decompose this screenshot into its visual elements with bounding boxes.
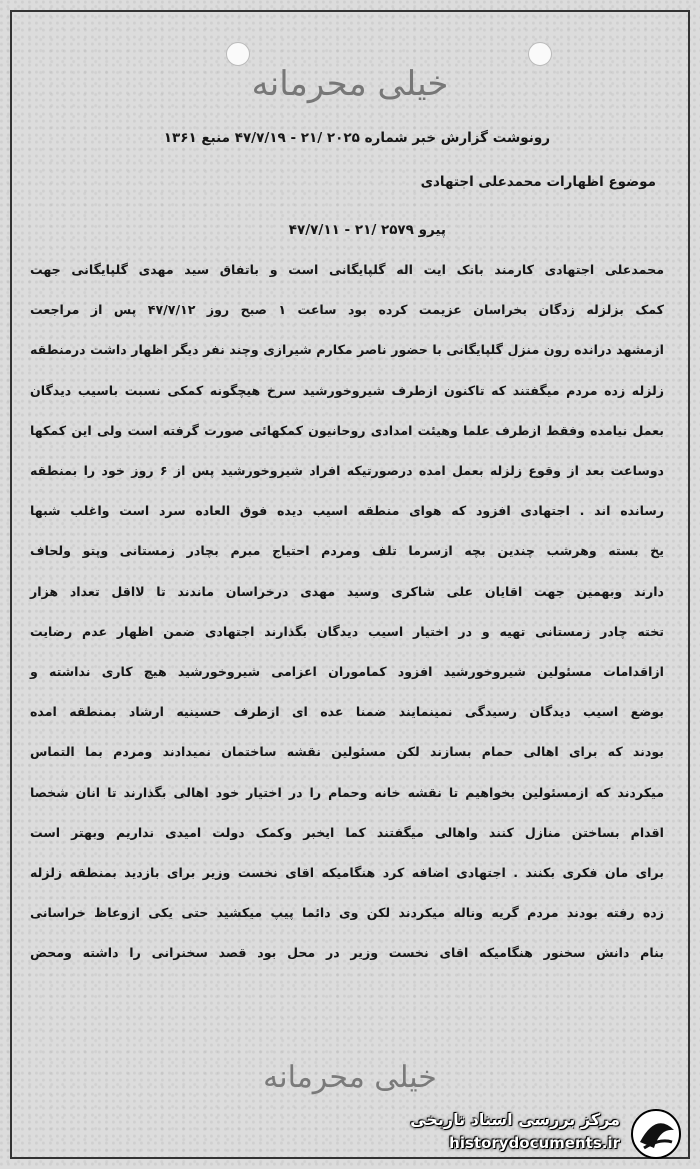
reference-line: پیرو ۲۵۷۹ /۲۱ - ۴۷/۷/۱۱ (288, 222, 446, 238)
body-line: ازمشهد درانده رون منزل گلپایگانی با حضور ناصر مکارم شیرازی وچند نفر دیگر اظهار داشت درمنطقه (30, 342, 664, 358)
report-number-line: رونوشت گزارش خبر شماره ۲۰۲۵ /۲۱ - ۴۷/۷/۱۹ منبع ۱۳۶۱ (163, 130, 550, 146)
subject-line: موضوع اظهارات محمدعلی اجتهادی (420, 174, 656, 190)
body-line: تخته چادر زمستانی تهیه و در اختیار اسیب دیدگان بگذارند اجتهادی ضمن اظهار عدم رضایت (30, 623, 664, 639)
body-line: بعمل نیامده وفقط ازطرف علما وهیئت امدادی روحانیون کمکهائی صورت گرفته است ولی این کمکها (30, 422, 664, 438)
archive-watermark (392, 1108, 682, 1158)
classification-stamp-top: خیلی محرمانه (251, 64, 449, 104)
body-line: بودند که برای اهالی حمام بسازند لکن مسئولین نقشه ساختمان نمیدادند ومردم بما التماس (30, 744, 664, 760)
punch-hole-right (528, 42, 552, 66)
body-line: ازاقدامات مسئولین شیروخورشید افزود کماموران اعزامی شیروخورشید هیچ کاری نداشته و (30, 664, 664, 679)
body-line: کمک بزلزله زدگان بخراسان عزیمت کرده بود ساعت ۱ صبح روز ۴۷/۷/۱۲ پس از مراجعت (30, 302, 664, 318)
body-line: دوساعت بعد از وقوع زلزله بعمل امده درصورتیکه افراد شیروخورشید پس از ۶ روز خود را بمنطقه (30, 463, 664, 478)
body-line: محمدعلی اجتهادی کارمند بانک ایت اله گلپایگانی است و باتفاق سید مهدی گلپایگانی جهت (30, 262, 664, 277)
archive-logo-icon (630, 1108, 682, 1160)
body-line: اقدام بساختن منازل کنند واهالی میگفتند کما ایخبر وکمک دولت امیدی نداریم وبهتر است (30, 824, 664, 840)
classification-stamp-bottom: خیلی محرمانه (263, 1060, 437, 1095)
body-line: بنام دانش سخنور هنگامیکه اقای نخست وزیر در محل بود قصد سخنرانی را داشته ومحض (30, 945, 664, 961)
archive-name: مرکز بررسی اسناد تاریخی (410, 1110, 620, 1129)
punch-hole-left (226, 42, 250, 66)
body-line: یخ بسته وهرشب چندین بچه ازسرما تلف ومردم احتیاج مبرم بچادر زمستانی وپتو ولحاف (30, 543, 664, 559)
body-line: زلزله زده مردم میگفتند که تاکنون ازطرف شیروخورشید سرخ هیچگونه کمکی نسبت باسیب دیدگان (30, 382, 664, 398)
body-line: زده رفته بودند مردم گریه وناله میکردند لکن وی دائما پیپ میکشید حتی یکی ازوعاظ خراسانی (30, 905, 664, 921)
body-line: رسانده اند . اجتهادی افزود که هوای منطقه اسیب دیده فوق العاده سرد است واغلب شبها (30, 503, 664, 519)
body-line: بوضع اسیب دیدگان رسیدگی نمینمایند ضمنا عده ای ازطرف حسینیه ارشاد بمنطقه امده (30, 704, 664, 720)
archive-url: historydocuments.ir (449, 1134, 620, 1152)
body-line: میکردند که ازمسئولین بخواهیم تا نقشه خانه وحمام را در اختیار خود اهالی بگذارند تا انان شخصا (30, 784, 664, 800)
body-line: برای مان فکری بکنند . اجتهادی اضافه کرد هنگامیکه اقای نخست وزیر برای بازدید بمنطقه زلزله (30, 865, 664, 880)
body-line: دارند وبهمین جهت اقایان علی شاکری وسید مهدی درخراسان ماندند تا لااقل تعداد هزار (30, 583, 664, 599)
